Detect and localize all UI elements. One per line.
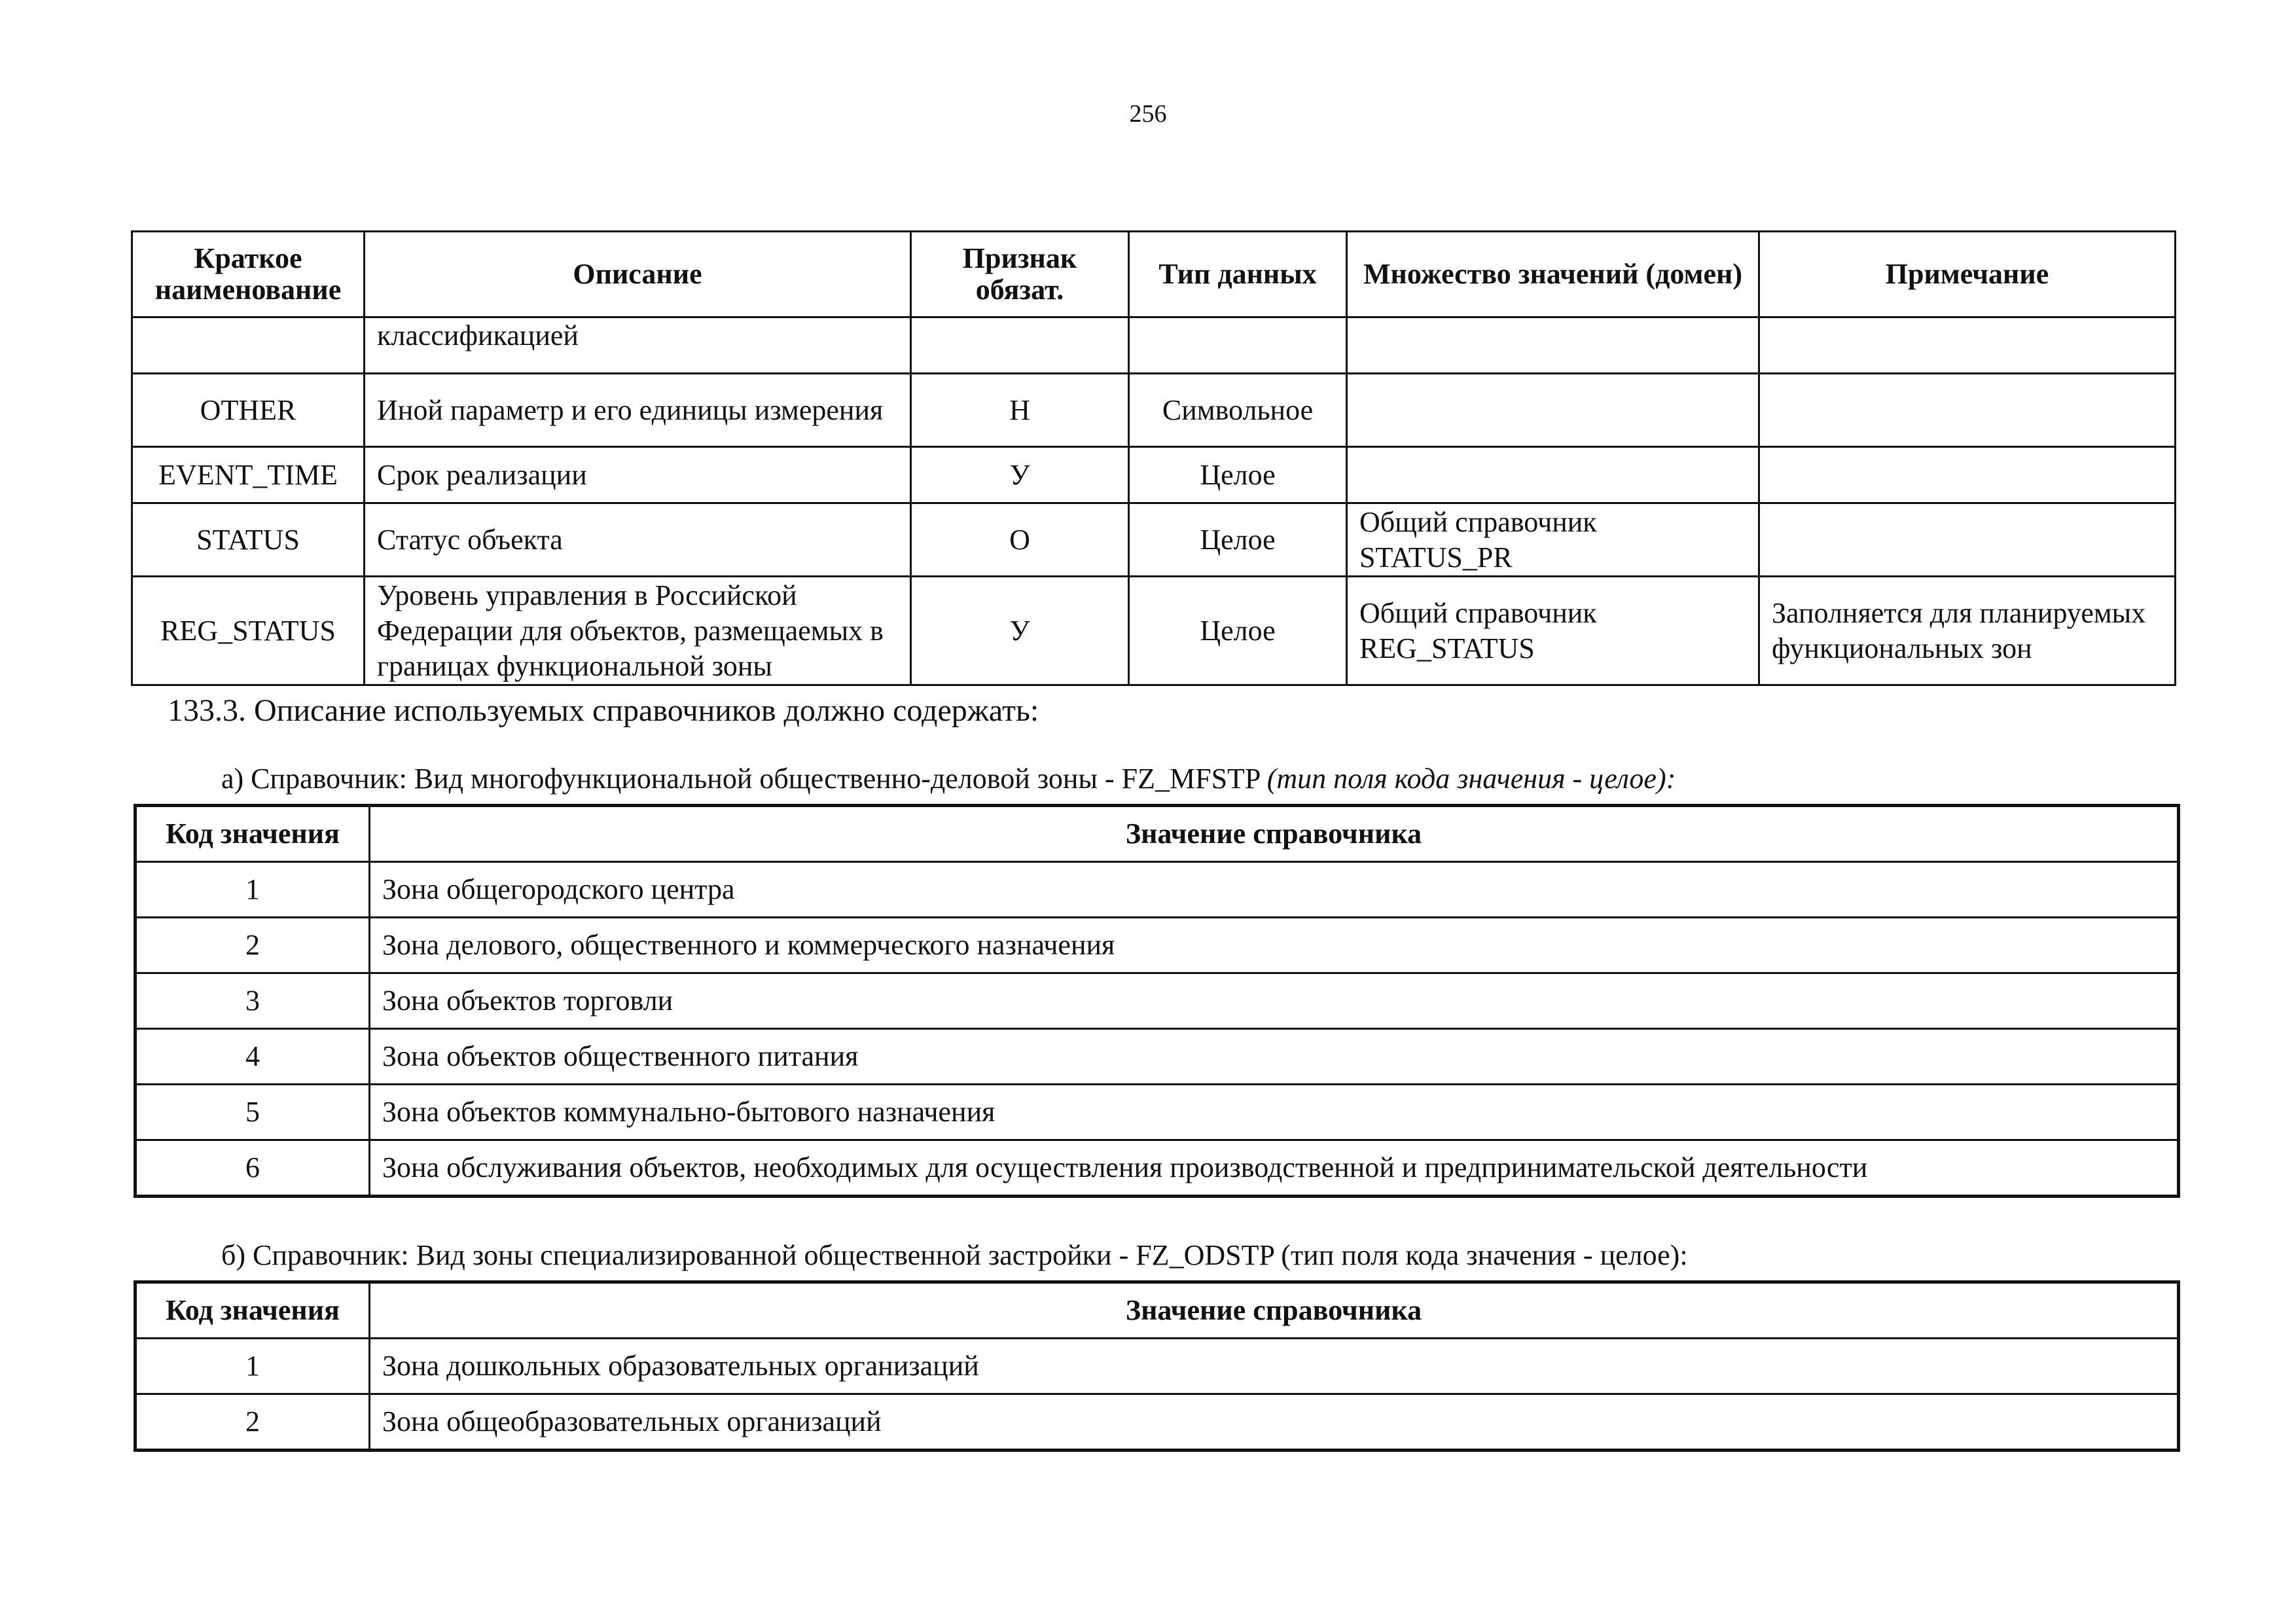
cell-domain [1347,317,1759,374]
dictionary-b-table [134,1280,2180,1452]
cell-domain: Общий справочник REG_STATUS [1347,577,1759,685]
page-number: 256 [1129,100,1167,128]
dictionary-a-caption [221,762,1676,795]
cell-required [911,317,1129,374]
cell-code: 4 [135,1029,370,1085]
header-short-name: Краткое наименование [132,232,365,317]
table-row [135,1394,2179,1451]
cell-value: Зона дошкольных образовательных организаций [370,1339,2179,1394]
cell-code: 1 [135,1339,370,1394]
table-row [132,374,2176,447]
cell-type: Целое [1129,577,1347,685]
table-row [132,503,2176,577]
cell-note [1759,317,2176,374]
cell-description: Срок реализации [365,447,911,503]
cell-name [132,317,365,374]
table-row [132,447,2176,503]
section-heading: 133.3. Описание используемых справочников должно содержать: [168,693,1039,728]
attributes-table [131,230,2176,686]
dictionary-a-caption-text: а) Справочник: Вид многофункциональной общественно-деловой зоны - FZ_MFSTP [221,763,1267,795]
cell-name: STATUS [132,503,365,577]
table-row [132,317,2176,374]
header-value: Значение справочника [370,806,2179,862]
cell-value: Зона обслуживания объектов, необходимых для осуществления производственной и предпринимательской деятельности [370,1140,2179,1197]
cell-name: EVENT_TIME [132,447,365,503]
cell-type: Целое [1129,447,1347,503]
table-row [135,1029,2179,1085]
table-row [135,862,2179,918]
table-header-row [135,1282,2179,1339]
cell-domain: Общий справочник STATUS_PR [1347,503,1759,577]
table-row [135,973,2179,1029]
cell-code: 2 [135,918,370,973]
header-note: Примечание [1759,232,2176,317]
cell-note [1759,503,2176,577]
header-domain: Множество значений (домен) [1347,232,1759,317]
cell-note [1759,447,2176,503]
cell-domain [1347,374,1759,447]
header-data-type: Тип данных [1129,232,1347,317]
table-header-row [132,232,2176,317]
cell-value: Зона общегородского центра [370,862,2179,918]
cell-note [1759,374,2176,447]
header-required: Признак обязат. [911,232,1129,317]
cell-value: Зона объектов коммунально-бытового назначения [370,1085,2179,1140]
table-row [135,1339,2179,1394]
header-description: Описание [365,232,911,317]
cell-note: Заполняется для планируемых функциональных зон [1759,577,2176,685]
header-value: Значение справочника [370,1282,2179,1339]
cell-description: классификацией [365,317,911,374]
table-row [135,918,2179,973]
cell-value: Зона общеобразовательных организаций [370,1394,2179,1451]
cell-value: Зона объектов общественного питания [370,1029,2179,1085]
cell-required: Н [911,374,1129,447]
table-row [132,577,2176,685]
dictionary-a-caption-italic: (тип поля кода значения - целое): [1266,763,1676,795]
dictionary-a-table [134,804,2180,1198]
cell-type [1129,317,1347,374]
cell-value: Зона делового, общественного и коммерческого назначения [370,918,2179,973]
dictionary-b-caption: б) Справочник: Вид зоны специализированной общественной застройки - FZ_ODSTP (тип поля кода значения - целое): [221,1239,1688,1271]
cell-required: У [911,447,1129,503]
cell-description: Иной параметр и его единицы измерения [365,374,911,447]
cell-code: 2 [135,1394,370,1451]
cell-description: Уровень управления в Российской Федерации для объектов, размещаемых в границах функциональной зоны [365,577,911,685]
cell-name: OTHER [132,374,365,447]
cell-type: Символьное [1129,374,1347,447]
header-code: Код значения [135,806,370,862]
cell-description: Статус объекта [365,503,911,577]
cell-name: REG_STATUS [132,577,365,685]
cell-code: 6 [135,1140,370,1197]
cell-required: О [911,503,1129,577]
table-row [135,1085,2179,1140]
cell-value: Зона объектов торговли [370,973,2179,1029]
header-code: Код значения [135,1282,370,1339]
cell-required: У [911,577,1129,685]
cell-type: Целое [1129,503,1347,577]
table-header-row [135,806,2179,862]
cell-code: 3 [135,973,370,1029]
table-row [135,1140,2179,1197]
cell-code: 5 [135,1085,370,1140]
cell-domain [1347,447,1759,503]
cell-code: 1 [135,862,370,918]
